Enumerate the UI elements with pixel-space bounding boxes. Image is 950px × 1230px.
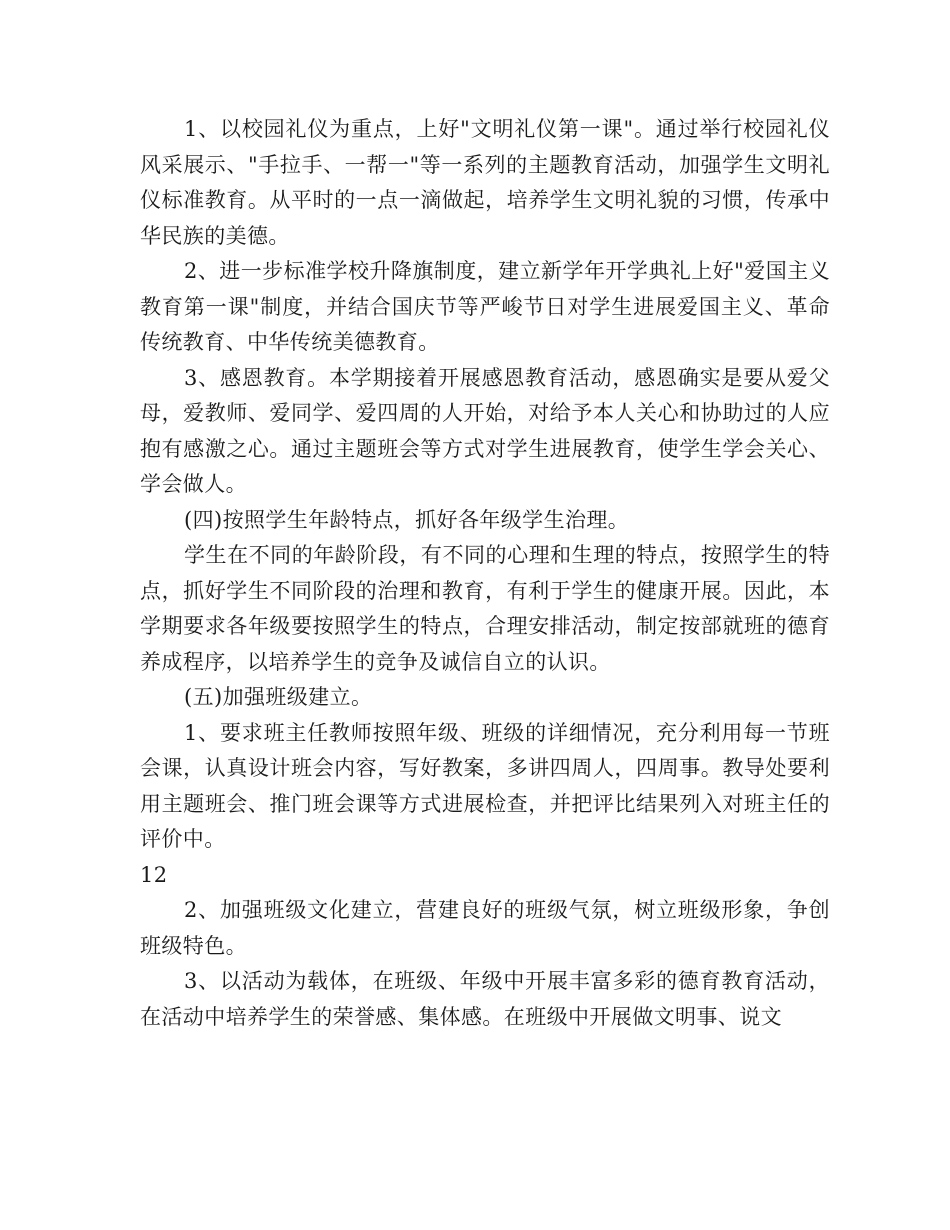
paragraph-flag-ceremony: 2、进一步标准学校升降旗制度，建立新学年开学典礼上好"爱国主义教育第一课"制度，并结合国庆节等严峻节日对学生进展爱国主义、革命传统教育、中华传统美德教育。	[140, 259, 830, 354]
paragraph-etiquette: 1、以校园礼仪为重点，上好"文明礼仪第一课"。通过举行校园礼仪风采展示、"手拉手、一帮一"等一系列的主题教育活动，加强学生文明礼仪标准教育。从平时的一点一滴做起，培养学生文明礼貌的习惯，传承中华民族的美德。	[140, 117, 830, 248]
paragraph-activities: 3、以活动为载体，在班级、年级中开展丰富多彩的德育教育活动，在活动中培养学生的荣誉感、集体感。在班级中开展做文明事、说文	[140, 969, 830, 1029]
paragraph-class-meeting: 1、要求班主任教师按照年级、班级的详细情况，充分利用每一节班会课，认真设计班会内容，写好教案，多讲四周人，四周事。教导处要利用主题班会、推门班会课等方式进展检查，并把评比结果列入对班主任的评价中。	[140, 720, 830, 851]
section-heading-class-building: (五)加强班级建立。	[184, 685, 373, 709]
paragraph-class-culture: 2、加强班级文化建立，营建良好的班级气氛，树立班级形象，争创班级特色。	[140, 898, 830, 958]
page-number: 12	[140, 862, 168, 887]
paragraph-gratitude: 3、感恩教育。本学期接着开展感恩教育活动，感恩确实是要从爱父母，爱教师、爱同学、爱四周的人开始，对给予本人关心和协助过的人应抱有感激之心。通过主题班会等方式对学生进展教育，使学生学会关心、学会做人。	[140, 365, 830, 496]
section-heading-grade-management: (四)按照学生年龄特点，抓好各年级学生治理。	[184, 507, 630, 532]
paragraph-age-characteristics: 学生在不同的年龄阶段，有不同的心理和生理的特点，按照学生的特点，抓好学生不同阶段的治理和教育，有利于学生的健康开展。因此，本学期要求各年级要按照学生的特点，合理安排活动，制定按部就班的德育养成程序，以培养学生的竞争及诚信自立的认识。	[140, 543, 830, 674]
document-body	[140, 112, 830, 1035]
